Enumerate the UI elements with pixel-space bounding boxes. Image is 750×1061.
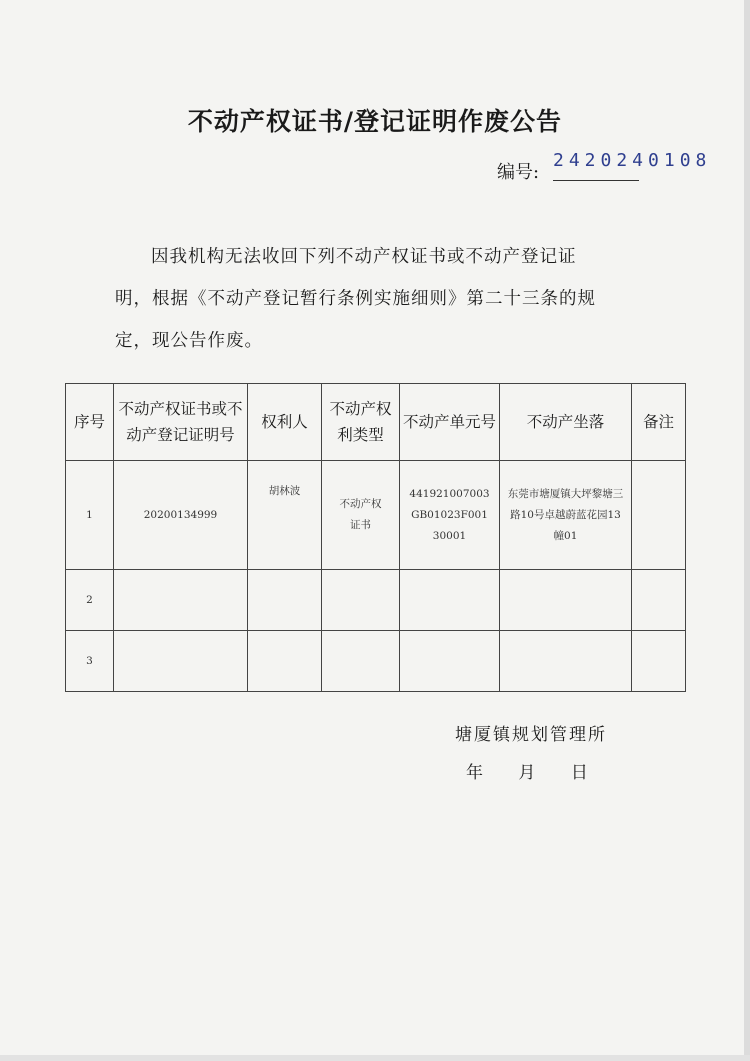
voided-certificates-table	[65, 383, 686, 692]
header-cell: 不动产权利类型	[322, 384, 400, 461]
day-label: 日	[570, 763, 588, 783]
table-cell	[632, 570, 686, 631]
table-cell	[632, 631, 686, 692]
header-cell: 不动产坐落	[500, 384, 632, 461]
date-line	[466, 758, 618, 783]
scan-edge-bottom	[0, 1055, 750, 1061]
table-cell	[500, 631, 632, 692]
header-cell: 备注	[632, 384, 686, 461]
table-cell	[322, 631, 400, 692]
header-cell: 权利人	[248, 384, 322, 461]
table-cell	[632, 461, 686, 570]
table-cell: 2	[66, 570, 114, 631]
table-cell	[114, 631, 248, 692]
header-cell: 不动产单元号	[400, 384, 500, 461]
table-cell	[248, 631, 322, 692]
serial-value: 2420240108	[553, 150, 639, 181]
body-line-1: 因我机构无法收回下列不动产权证书或不动产登记证	[151, 247, 577, 267]
body-line-2: 明，根据《不动产登记暂行条例实施细则》第二十三条的规	[115, 289, 596, 309]
month-label: 月	[518, 763, 536, 783]
table-row	[66, 570, 686, 631]
table-cell	[114, 570, 248, 631]
table-row	[66, 631, 686, 692]
table-cell	[400, 570, 500, 631]
table-cell: 不动产权证书	[322, 461, 400, 570]
year-label: 年	[466, 763, 483, 783]
table-cell: 3	[66, 631, 114, 692]
body-line-3: 定，现公告作废。	[115, 331, 263, 351]
table-cell	[400, 631, 500, 692]
serial-label: 编号:	[497, 162, 540, 183]
document-title: 不动产权证书/登记证明作废公告	[187, 107, 563, 136]
table-cell: 1	[66, 461, 114, 570]
notice-body	[115, 236, 655, 362]
table-cell: 20200134999	[114, 461, 248, 570]
issuing-authority: 塘厦镇规划管理所	[455, 725, 607, 745]
table-cell	[500, 570, 632, 631]
header-cell: 不动产权证书或不动产登记证明号	[114, 384, 248, 461]
table-cell: 441921007003GB01023F00130001	[400, 461, 500, 570]
table-cell: 东莞市塘厦镇大坪黎塘三路10号卓越蔚蓝花园13幢01	[500, 461, 632, 570]
table-cell	[322, 570, 400, 631]
scan-edge-right	[744, 0, 750, 1061]
header-cell: 序号	[66, 384, 114, 461]
table-cell	[248, 570, 322, 631]
table-header-row	[66, 384, 686, 461]
table-row	[66, 461, 686, 570]
table-cell: 胡林波	[248, 461, 322, 570]
